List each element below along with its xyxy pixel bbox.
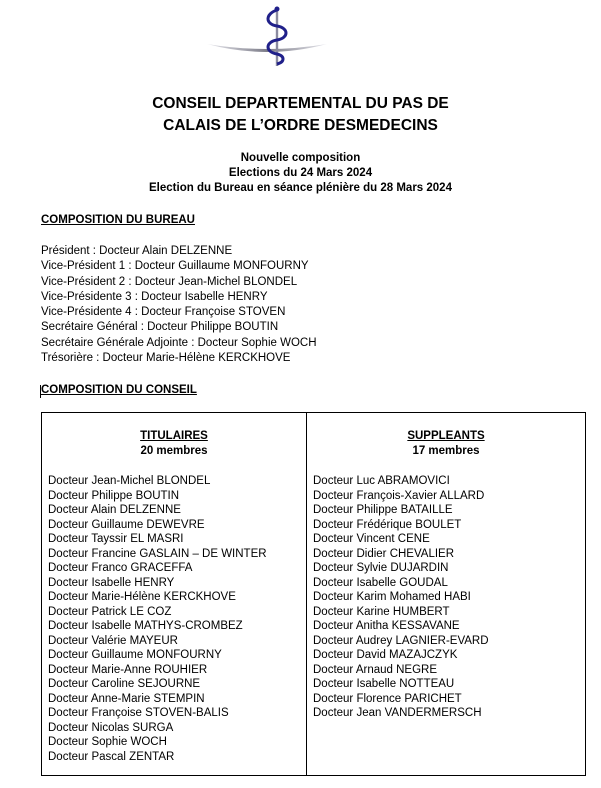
suppleant-item: Docteur Jean VANDERMERSCH	[313, 707, 482, 719]
bureau-list	[41, 244, 317, 366]
suppleant-item: Docteur Audrey LAGNIER-EVARD	[313, 634, 489, 647]
titulaires-count: 20 membres	[140, 445, 208, 457]
titulaire-item: Docteur Sophie WOCH	[48, 736, 167, 748]
bureau-member: Trésorière : Docteur Marie-Hélène KERCKHOVE	[41, 352, 291, 365]
titulaire-item: Docteur Caroline SEJOURNE	[48, 678, 201, 690]
title-line-2: CALAIS DE L’ORDRE DESMEDECINS	[163, 117, 438, 134]
suppleant-item: Docteur François-Xavier ALLARD	[313, 489, 485, 502]
bureau-member: Vice-Président 1 : Docteur Guillaume MONFOURNY	[41, 260, 309, 273]
conseil-table	[41, 412, 586, 776]
titulaire-item: Docteur Anne-Marie STEMPIN	[48, 692, 205, 705]
ordre-medecins-logo	[205, 4, 329, 72]
suppleant-item: Docteur Florence PARICHET	[313, 692, 462, 705]
titulaire-item: Docteur Guillaume DEWEVRE	[48, 518, 205, 531]
titulaire-item: Docteur Philippe BOUTIN	[48, 489, 180, 502]
suppleant-item: Docteur Frédérique BOULET	[313, 518, 462, 531]
suppleant-item: Docteur Vincent CENE	[313, 533, 430, 545]
subtitle-line-2: Elections du 24 Mars 2024	[228, 167, 373, 179]
titulaires-title: TITULAIRES	[140, 430, 208, 442]
titulaire-item: Docteur Nicolas SURGA	[48, 721, 174, 734]
title-line-1: CONSEIL DEPARTEMENTAL DU PAS DE	[152, 95, 449, 112]
suppleants-column	[313, 413, 579, 721]
titulaire-item: Docteur Isabelle MATHYS-CROMBEZ	[48, 620, 243, 632]
suppleant-item: Docteur Karim Mohamed HABI	[313, 591, 471, 603]
document-title	[0, 93, 601, 137]
titulaire-item: Docteur Marie-Hélène KERCKHOVE	[48, 591, 236, 603]
titulaire-item: Docteur Patrick LE COZ	[48, 605, 172, 618]
bureau-member: Secrétaire Général : Docteur Philippe BOUTIN	[41, 321, 279, 334]
suppleants-title: SUPPLEANTS	[407, 430, 485, 442]
suppleant-item: Docteur Arnaud NEGRE	[313, 663, 438, 676]
subtitle-line-3: Election du Bureau en séance plénière du 28 Mars 2024	[149, 182, 452, 194]
titulaire-item: Docteur Franco GRACEFFA	[48, 562, 193, 574]
bureau-member: Secrétaire Générale Adjointe : Docteur Sophie WOCH	[41, 336, 317, 349]
suppleant-item: Docteur Didier CHEVALIER	[313, 547, 455, 560]
document-subtitle	[0, 151, 601, 196]
suppleant-item: Docteur Sylvie DUJARDIN	[313, 562, 449, 574]
titulaire-item: Docteur Guillaume MONFOURNY	[48, 649, 222, 661]
titulaire-item: Docteur Jean-Michel BLONDEL	[48, 475, 211, 487]
suppleant-item: Docteur David MAZAJCZYK	[313, 649, 458, 661]
titulaire-item: Docteur Pascal ZENTAR	[48, 750, 175, 763]
titulaire-item: Docteur Tayssir EL MASRI	[48, 533, 184, 545]
conseil-heading: COMPOSITION DU CONSEIL	[41, 384, 197, 396]
suppleant-item: Docteur Philippe BATAILLE	[313, 504, 453, 516]
titulaire-item: Docteur Alain DELZENNE	[48, 504, 181, 516]
bureau-member: Vice-Présidente 3 : Docteur Isabelle HENRY	[41, 290, 268, 303]
subtitle-line-1: Nouvelle composition	[240, 152, 361, 164]
column-divider	[306, 413, 307, 775]
bureau-member: Président : Docteur Alain DELZENNE	[41, 245, 233, 257]
suppleant-item: Docteur Isabelle GOUDAL	[313, 576, 448, 589]
titulaires-column	[48, 413, 300, 764]
suppleants-count: 17 membres	[412, 445, 480, 457]
titulaire-item: Docteur Isabelle HENRY	[48, 576, 175, 589]
bureau-member: Vice-Présidente 4 : Docteur Françoise STOVEN	[41, 306, 286, 319]
titulaire-item: Docteur Marie-Anne ROUHIER	[48, 663, 208, 676]
suppleant-item: Docteur Isabelle NOTTEAU	[313, 678, 455, 690]
suppleant-item: Docteur Anitha KESSAVANE	[313, 620, 460, 632]
bureau-member: Vice-Président 2 : Docteur Jean-Michel BLONDEL	[41, 275, 298, 288]
bureau-heading: COMPOSITION DU BUREAU	[41, 214, 195, 226]
suppleant-item: Docteur Luc ABRAMOVICI	[313, 475, 450, 487]
suppleant-item: Docteur Karine HUMBERT	[313, 605, 450, 618]
titulaire-item: Docteur Francine GASLAIN – DE WINTER	[48, 547, 267, 560]
titulaire-item: Docteur Françoise STOVEN-BALIS	[48, 707, 229, 719]
titulaire-item: Docteur Valérie MAYEUR	[48, 634, 178, 647]
